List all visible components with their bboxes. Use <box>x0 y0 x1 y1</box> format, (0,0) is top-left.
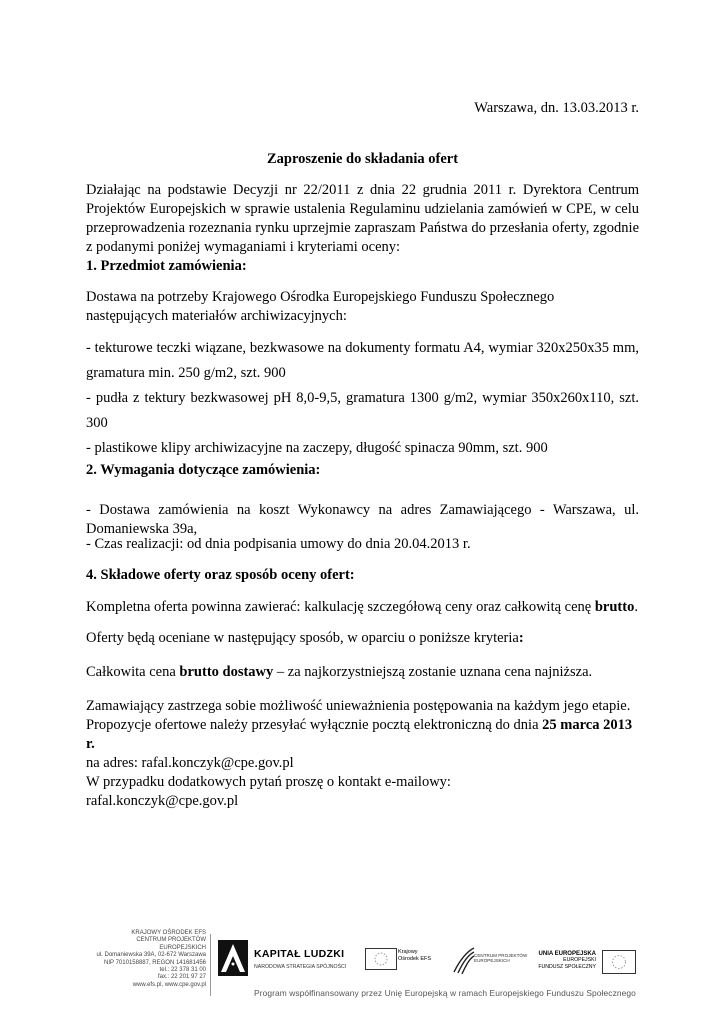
kapital-ludzki-logo <box>218 940 348 980</box>
section1-item-1: - tekturowe teczki wiązane, bezkwasowe na dokumenty formatu A4, wymiar 320x250x35 mm, gramatura min. 250 g/m2, szt. 900 <box>86 340 639 381</box>
section4-total-price: Całkowita cena brutto dostawy – za najkorzystniejszą zostanie uznana cena najniższa. <box>86 664 593 680</box>
kapital-ludzki-title: KAPITAŁ LUDZKI <box>254 948 345 960</box>
closing-line-1: Zamawiający zastrzega sobie możliwość unieważnienia postępowania na każdym jego etapie. <box>86 698 631 714</box>
document-date: Warszawa, dn. 13.03.2013 r. <box>474 100 639 116</box>
eu-stars-flag-icon <box>602 950 636 974</box>
kapital-ludzki-subtitle: NARODOWA STRATEGIA SPÓJNOŚCI <box>254 964 347 970</box>
section4-complete-offer: Kompletna oferta powinna zawierać: kalkulację szczegółową ceny oraz całkowitą cenę brutto. <box>86 599 638 615</box>
footer-address: KRAJOWY OŚRODEK EFS CENTRUM PROJEKTÓW EUROPEJSKICH ul. Domaniewska 39A, 02-672 Warszawa NIP 7010158887, REGON 141681456 tel.: 22 378 31 00 fax.: 22 201 97 27 www.efs.pl, www.cpe.gov.pl <box>96 930 206 988</box>
closing-line-4: W przypadku dodatkowych pytań proszę o kontakt e-mailowy: <box>86 774 451 790</box>
closing-line-3: na adres: rafal.konczyk@cpe.gov.pl <box>86 755 294 771</box>
document-title: Zaproszenie do składania ofert <box>266 151 459 167</box>
closing-line-2: Propozycje ofertowe należy przesyłać wyłącznie pocztą elektroniczną do dnia 25 marca 2013 r. <box>86 717 633 752</box>
section2-delivery: - Dostawa zamówienia na koszt Wykonawcy na adres Zamawiającego - Warszawa, ul. Domaniewska 39a, <box>86 502 639 537</box>
section4-heading: 4. Składowe oferty oraz sposób oceny ofert: <box>86 567 355 583</box>
section2-timing: - Czas realizacji: od dnia podpisania umowy do dnia 20.04.2013 r. <box>86 536 471 552</box>
kapital-ludzki-emblem-icon <box>218 940 248 976</box>
section1-item-3: - plastikowe klipy archiwizacyjne na zaczepy, długość spinacza 90mm, szt. 900 <box>86 440 548 456</box>
program-cofinancing-note: Program współfinansowany przez Unię Europejską w ramach Europejskiego Funduszu Społecznego <box>254 988 636 998</box>
closing-block <box>86 697 639 811</box>
intro-paragraph: Działając na podstawie Decyzji nr 22/2011 z dnia 22 grudnia 2011 r. Dyrektora Centrum Projektów Europejskich w sprawie ustalenia Regulaminu udzielania zamówień w CPE, w celu przeprowadzenia rozeznania rynku uprzejmie zapraszam Państwa do przesłania oferty, zgodnie z podanymi poniżej wymaganiami i kryteriami oceny: <box>86 182 639 255</box>
section2-heading: 2. Wymagania dotyczące zamówienia: <box>86 462 321 478</box>
section1-heading: 1. Przedmiot zamówienia: <box>86 258 247 274</box>
cpe-label: CENTRUM PROJEKTÓW EUROPEJSKICH <box>474 953 528 964</box>
section1-item-2: - pudła z tektury bezkwasowej pH 8,0-9,5, gramatura 1300 g/m2, wymiar 350x260x110, szt. 300 <box>86 390 639 431</box>
footer <box>0 920 725 1024</box>
section1-text: Dostawa na potrzeby Krajowego Ośrodka Europejskiego Funduszu Społecznego następujących materiałów archiwizacyjnych: <box>86 289 555 324</box>
section4-criteria: Oferty będą oceniane w następujący sposób, w oparciu o poniższe kryteria: <box>86 630 524 646</box>
eu-flag-icon <box>365 948 397 970</box>
closing-line-5: rafal.konczyk@cpe.gov.pl <box>86 793 239 809</box>
footer-separator <box>210 934 211 996</box>
eu-label: UNIA EUROPEJSKA EUROPEJSKI FUNDUSZ SPOŁECZNY <box>538 951 596 970</box>
krajowy-osrodek-label: Krajowy Ośrodek EFS <box>398 949 432 962</box>
